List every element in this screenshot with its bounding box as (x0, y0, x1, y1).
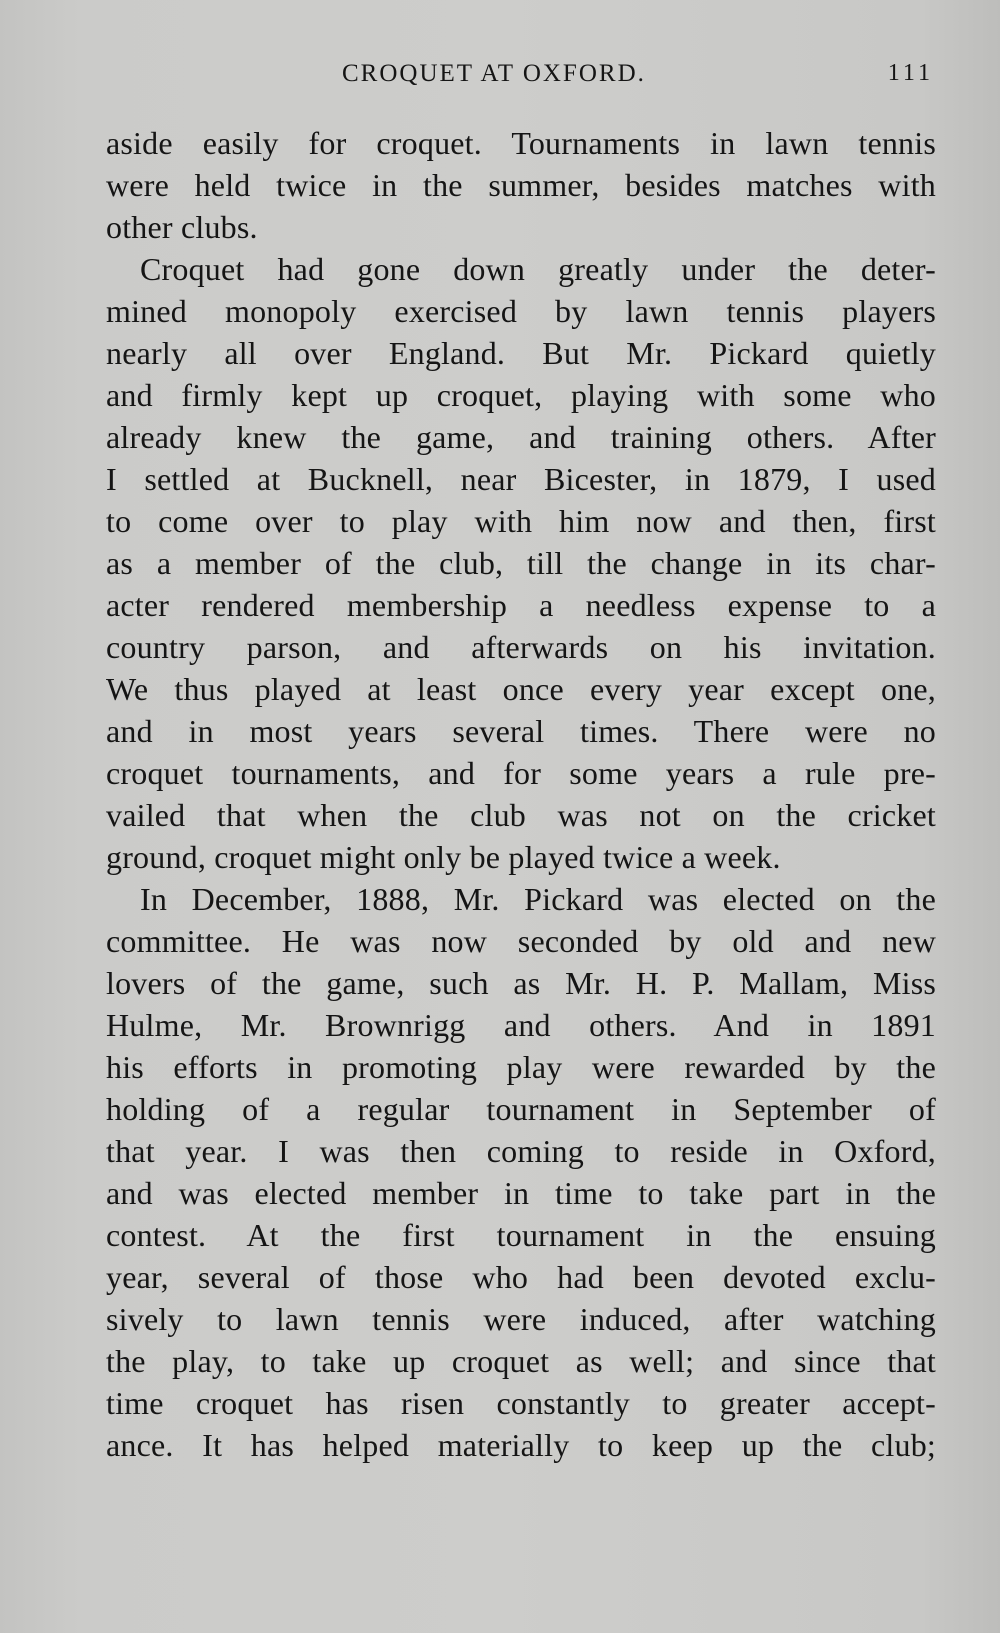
text-line: In December, 1888, Mr. Pickard was elected on the (140, 881, 936, 917)
text-line: to come over to play with him now and then, first (106, 503, 936, 539)
text-line: We thus played at least once every year except one, (106, 671, 936, 707)
text-line: the play, to take up croquet as well; and since that (106, 1343, 936, 1379)
text-line: ance. It has helped materially to keep up the club; (106, 1427, 936, 1463)
text-line: and firmly kept up croquet, playing with some who (106, 377, 936, 413)
running-head (106, 60, 934, 94)
text-line: croquet tournaments, and for some years a rule pre- (106, 755, 936, 791)
text-line: already knew the game, and training others. After (106, 419, 936, 455)
body-text (106, 122, 936, 1466)
text-line: other clubs. (106, 209, 258, 245)
text-line: ground, croquet might only be played twice a week. (106, 839, 781, 875)
text-line: as a member of the club, till the change in its char- (106, 545, 936, 581)
text-line: were held twice in the summer, besides matches with (106, 167, 936, 203)
text-line: vailed that when the club was not on the cricket (106, 797, 936, 833)
text-line: country parson, and afterwards on his invitation. (106, 629, 936, 665)
text-line: his efforts in promoting play were rewarded by the (106, 1049, 936, 1085)
text-line: acter rendered membership a needless expense to a (106, 587, 936, 623)
text-line: sively to lawn tennis were induced, after watching (106, 1301, 936, 1337)
text-line: aside easily for croquet. Tournaments in lawn tennis (106, 125, 936, 161)
text-line: nearly all over England. But Mr. Pickard quietly (106, 335, 936, 371)
text-line: and was elected member in time to take part in the (106, 1175, 936, 1211)
text-line: contest. At the first tournament in the ensuing (106, 1217, 936, 1253)
page-number: 111 (887, 60, 934, 86)
text-line: Hulme, Mr. Brownrigg and others. And in 1891 (106, 1007, 936, 1043)
text-line: time croquet has risen constantly to greater accept- (106, 1385, 936, 1421)
text-line: year, several of those who had been devoted exclu- (106, 1259, 936, 1295)
text-line: committee. He was now seconded by old and new (106, 923, 936, 959)
text-line: and in most years several times. There were no (106, 713, 936, 749)
text-line: that year. I was then coming to reside in Oxford, (106, 1133, 936, 1169)
text-line: holding of a regular tournament in September of (106, 1091, 936, 1127)
running-title: CROQUET AT OXFORD. (342, 60, 646, 87)
text-line: I settled at Bucknell, near Bicester, in 1879, I used (106, 461, 936, 497)
text-line: mined monopoly exercised by lawn tennis players (106, 293, 936, 329)
text-line: lovers of the game, such as Mr. H. P. Mallam, Miss (106, 965, 936, 1001)
text-line: Croquet had gone down greatly under the deter- (140, 251, 936, 287)
